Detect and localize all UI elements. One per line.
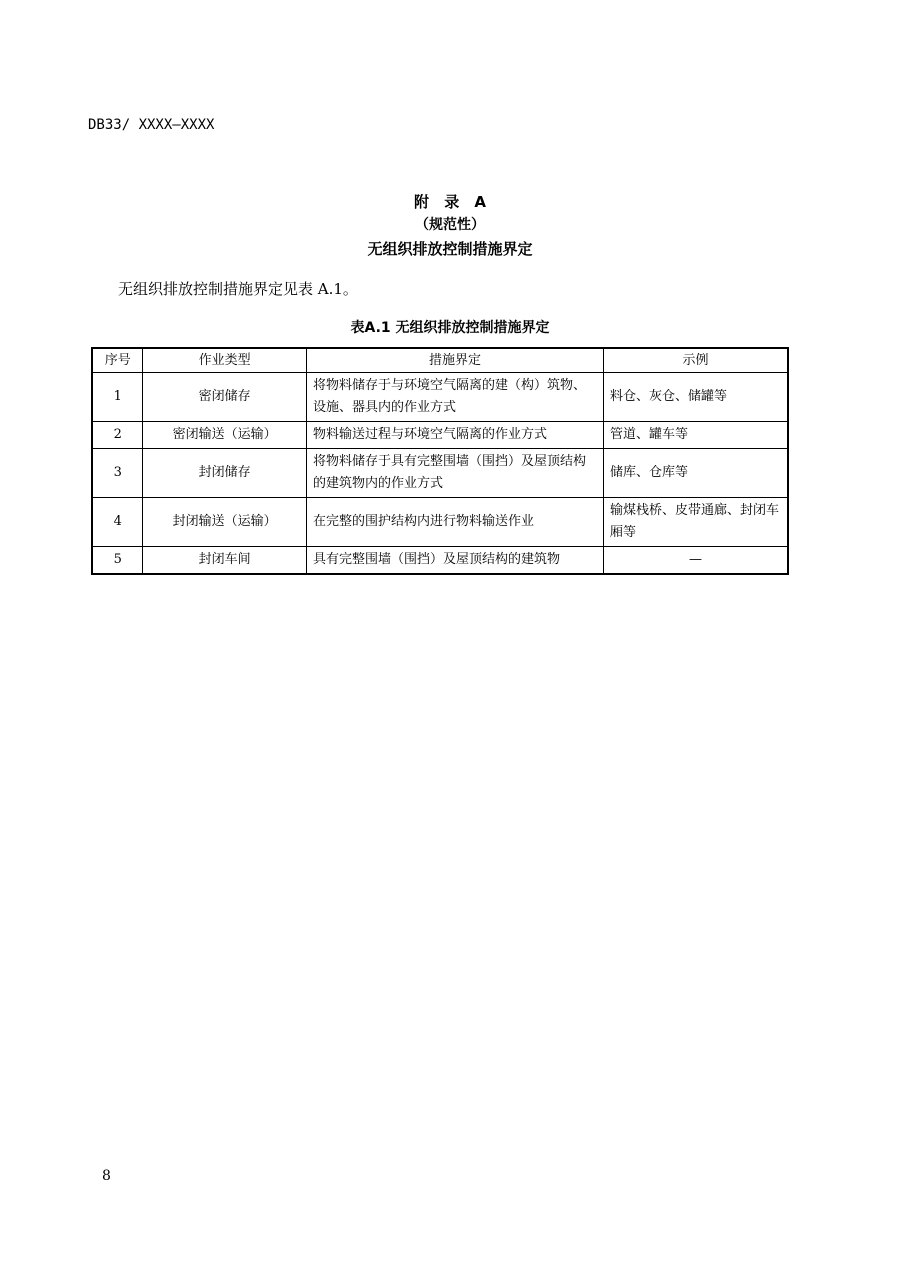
measures-table bbox=[91, 347, 789, 575]
cell-operation-type: 封闭输送（运输） bbox=[143, 498, 307, 547]
cell-index: 4 bbox=[92, 498, 143, 547]
page-number: 8 bbox=[102, 1168, 111, 1184]
appendix-title: 附 录 A bbox=[413, 193, 487, 211]
document-code: DB33/ XXXX—XXXX bbox=[88, 117, 215, 133]
cell-measure-definition: 将物料储存于具有完整围墙（围挡）及屋顶结构的建筑物内的作业方式 bbox=[306, 449, 603, 498]
cell-example: — bbox=[604, 547, 788, 575]
header-measure-definition: 措施界定 bbox=[306, 348, 603, 373]
table-header-row bbox=[92, 348, 788, 373]
cell-example: 管道、罐车等 bbox=[604, 422, 788, 449]
cell-index: 1 bbox=[92, 373, 143, 422]
cell-measure-definition: 物料输送过程与环境空气隔离的作业方式 bbox=[306, 422, 603, 449]
cell-operation-type: 封闭储存 bbox=[143, 449, 307, 498]
cell-measure-definition: 在完整的围护结构内进行物料输送作业 bbox=[306, 498, 603, 547]
intro-paragraph: 无组织排放控制措施界定见表 A.1。 bbox=[118, 280, 358, 298]
appendix-name: 无组织排放控制措施界定 bbox=[367, 240, 533, 258]
cell-operation-type: 密闭输送（运输） bbox=[143, 422, 307, 449]
table-row bbox=[92, 547, 788, 575]
cell-index: 5 bbox=[92, 547, 143, 575]
cell-index: 3 bbox=[92, 449, 143, 498]
cell-operation-type: 密闭储存 bbox=[143, 373, 307, 422]
table-row bbox=[92, 373, 788, 422]
cell-example: 料仓、灰仓、储罐等 bbox=[604, 373, 788, 422]
table-row bbox=[92, 422, 788, 449]
header-example: 示例 bbox=[604, 348, 788, 373]
cell-index: 2 bbox=[92, 422, 143, 449]
appendix-type: （规范性） bbox=[415, 217, 485, 233]
cell-operation-type: 封闭车间 bbox=[143, 547, 307, 575]
table-caption: 表A.1 无组织排放控制措施界定 bbox=[350, 320, 550, 336]
cell-measure-definition: 将物料储存于与环境空气隔离的建（构）筑物、设施、器具内的作业方式 bbox=[306, 373, 603, 422]
table-row bbox=[92, 449, 788, 498]
header-index: 序号 bbox=[92, 348, 143, 373]
cell-example: 储库、仓库等 bbox=[604, 449, 788, 498]
table-row bbox=[92, 498, 788, 547]
header-operation-type: 作业类型 bbox=[143, 348, 307, 373]
cell-example: 输煤栈桥、皮带通廊、封闭车厢等 bbox=[604, 498, 788, 547]
cell-measure-definition: 具有完整围墙（围挡）及屋顶结构的建筑物 bbox=[306, 547, 603, 575]
